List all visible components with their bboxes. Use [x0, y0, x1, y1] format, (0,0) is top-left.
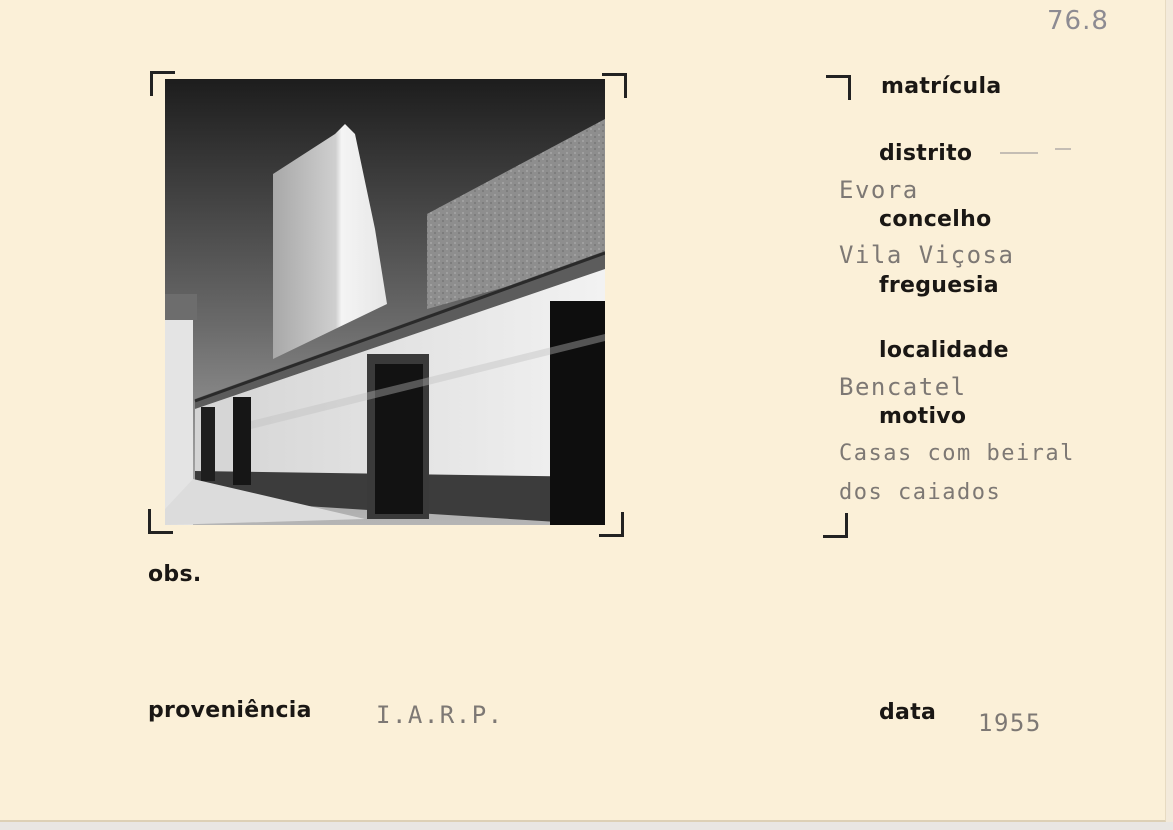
form-crop-mark-bottom — [823, 513, 848, 538]
label-data: data — [879, 700, 937, 725]
label-concelho: concelho — [879, 207, 992, 232]
street-photograph — [165, 79, 605, 525]
value-distrito: Evora — [839, 176, 919, 204]
form-crop-mark-top — [826, 75, 851, 100]
value-motivo-line1: Casas com beiral — [839, 441, 1075, 466]
label-obs: obs. — [148, 562, 202, 587]
label-distrito: distrito — [879, 141, 973, 166]
value-localidade: Bencatel — [839, 373, 967, 401]
value-concelho: Vila Viçosa — [839, 241, 1015, 269]
value-proveniencia: I.A.R.P. — [376, 701, 504, 729]
scan-background-strip — [0, 822, 1173, 830]
pencil-dash — [1055, 148, 1071, 150]
label-matricula: matrícula — [881, 74, 1002, 99]
label-proveniencia: proveniência — [148, 698, 312, 723]
catalog-number: 76.8 — [1047, 6, 1109, 36]
label-localidade: localidade — [879, 338, 1009, 363]
label-freguesia: freguesia — [879, 273, 999, 298]
crop-mark-top-right — [602, 73, 627, 98]
value-motivo-line2: dos caiados — [839, 480, 1002, 505]
label-motivo: motivo — [879, 404, 967, 429]
pencil-dash — [1000, 152, 1038, 154]
value-data: 1955 — [978, 709, 1042, 737]
